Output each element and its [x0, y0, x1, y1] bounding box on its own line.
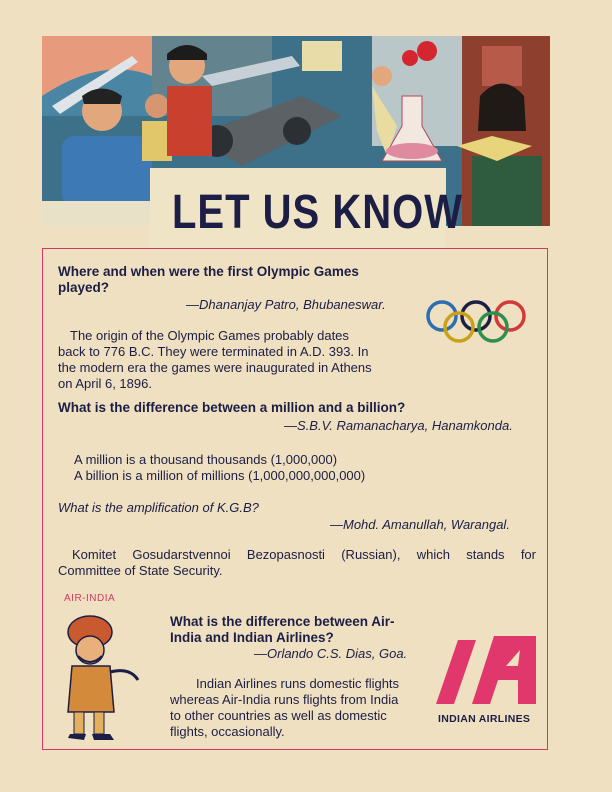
question-million-billion: What is the difference between a million and a billion?: [58, 400, 406, 415]
asker-million-billion: —S.B.V. Ramanacharya, Hanamkonda.: [284, 418, 513, 433]
asker-kgb: —Mohd. Amanullah, Warangal.: [330, 517, 510, 532]
indian-airlines-logo-icon: [436, 636, 536, 708]
answer-million-billion: [74, 452, 494, 484]
answer-line: A million is a thousand thousands (1,000,000): [74, 452, 338, 467]
answer-kgb: [58, 547, 536, 579]
olympic-rings-icon: [424, 298, 530, 344]
answer-line: Indian Airlines runs domestic flights: [196, 676, 400, 691]
answer-line: to other countries as well as domestic: [170, 708, 387, 723]
question-air-india: [170, 614, 440, 646]
answer-line: the modern era the games were inaugurated in Athens: [58, 360, 372, 375]
question-line: Where and when were the first Olympic Games: [58, 264, 359, 279]
asker-air-india: —Orlando C.S. Dias, Goa.: [254, 646, 408, 661]
answer-line: Committee of State Security.: [58, 563, 223, 578]
air-india-label: AIR-INDIA: [64, 593, 116, 604]
answer-line: flights, occasionally.: [170, 724, 285, 739]
answer-line: back to 776 B.C. They were terminated in A.D. 393. In: [58, 344, 369, 359]
answer-line: Komitet Gosudarstvennoi Bezopasnosti (Russian), which stands for: [72, 547, 536, 562]
answer-air-india: [170, 676, 432, 740]
air-india-maharaja-icon: [60, 612, 144, 744]
asker-olympics: —Dhananjay Patro, Bhubaneswar.: [186, 297, 386, 312]
question-kgb: What is the amplification of K.G.B?: [58, 500, 259, 515]
page-title: LET US KNOW: [172, 186, 463, 239]
question-line: What is the difference between Air-: [170, 614, 395, 629]
question-olympics: [58, 264, 418, 296]
answer-line: A billion is a million of millions (1,000,000,000,000): [74, 468, 366, 483]
question-line: played?: [58, 280, 110, 295]
question-line: India and Indian Airlines?: [170, 630, 334, 645]
answer-line: on April 6, 1896.: [58, 376, 152, 391]
answer-line: whereas Air-India runs flights from India: [170, 692, 399, 707]
answer-line: The origin of the Olympic Games probably dates: [70, 328, 349, 343]
answer-olympics: [58, 328, 408, 392]
indian-airlines-label: INDIAN AIRLINES: [438, 713, 531, 725]
